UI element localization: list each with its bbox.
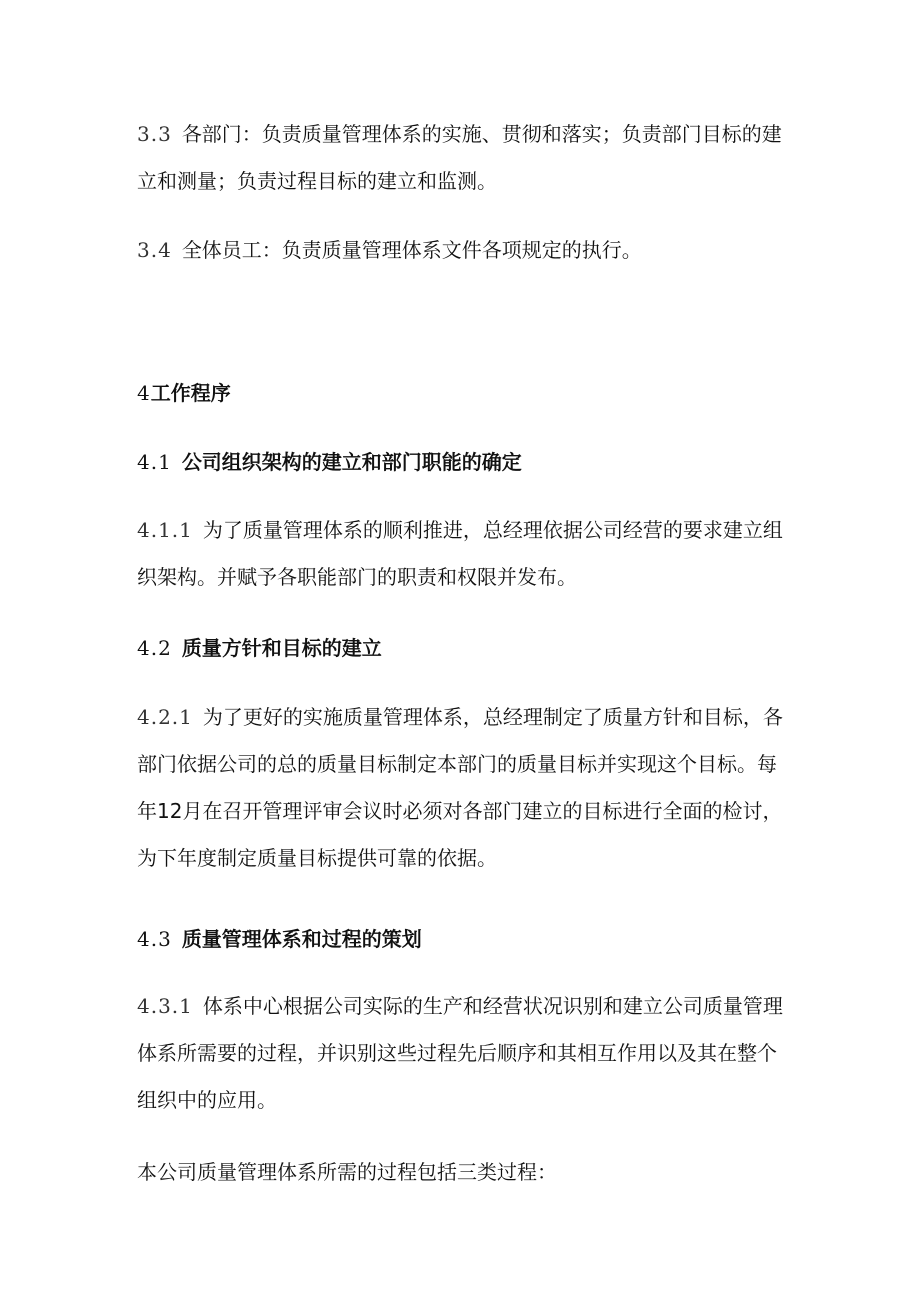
section-number: 4.1 bbox=[137, 450, 172, 474]
clause-number: 4.3.1 bbox=[137, 994, 193, 1018]
section-title: 公司组织架构的建立和部门职能的确定 bbox=[181, 450, 522, 474]
clause-text: 体系中心根据公司实际的生产和经营状况识别和建立公司质量管理体系所需要的过程，并识别这些过程先后顺序和其相互作用以及其在整个组织中的应用。 bbox=[137, 994, 783, 1112]
clause-text: 各部门：负责质量管理体系的实施、贯彻和落实；负责部门目标的建立和测量；负责过程目标的建立和监测。 bbox=[137, 122, 782, 193]
clause-3-3 bbox=[137, 111, 792, 205]
clause-number: 3.4 bbox=[137, 238, 172, 262]
clause-number: 3.3 bbox=[137, 122, 172, 146]
clause-4-2-1 bbox=[137, 694, 792, 882]
section-heading-4-3 bbox=[137, 924, 792, 954]
clause-4-3-1 bbox=[137, 983, 792, 1124]
clause-number: 4.1.1 bbox=[137, 518, 193, 542]
clause-text: 全体员工：负责质量管理体系文件各项规定的执行。 bbox=[181, 238, 642, 262]
clause-number: 4.2.1 bbox=[137, 705, 193, 729]
clause-4-1-1 bbox=[137, 507, 792, 601]
section-number: 4.2 bbox=[137, 636, 172, 660]
clause-text: 为了质量管理体系的顺利推进，总经理依据公司经营的要求建立组织架构。并赋予各职能部门的职责和权限并发布。 bbox=[137, 518, 783, 589]
section-title: 质量方针和目标的建立 bbox=[181, 636, 382, 660]
paragraph-text: 本公司质量管理体系所需的过程包括三类过程： bbox=[137, 1160, 557, 1184]
section-heading-4-1 bbox=[137, 447, 792, 477]
section-heading-4 bbox=[137, 378, 792, 408]
clause-text: 为了更好的实施质量管理体系，总经理制定了质量方针和目标，各部门依据公司的总的质量目标制定本部门的质量目标并实现这个目标。每年12月在召开管理评审会议时必须对各部门建立的目标进行全面的检讨，为下年度制定质量目标提供可靠的依据。 bbox=[137, 705, 783, 870]
section-number: 4.3 bbox=[137, 927, 172, 951]
process-intro-paragraph bbox=[137, 1149, 792, 1196]
section-heading-4-2 bbox=[137, 633, 792, 663]
section-title: 工作程序 bbox=[150, 381, 231, 405]
section-number: 4 bbox=[137, 381, 151, 405]
clause-3-4 bbox=[137, 227, 792, 274]
section-title: 质量管理体系和过程的策划 bbox=[181, 927, 422, 951]
